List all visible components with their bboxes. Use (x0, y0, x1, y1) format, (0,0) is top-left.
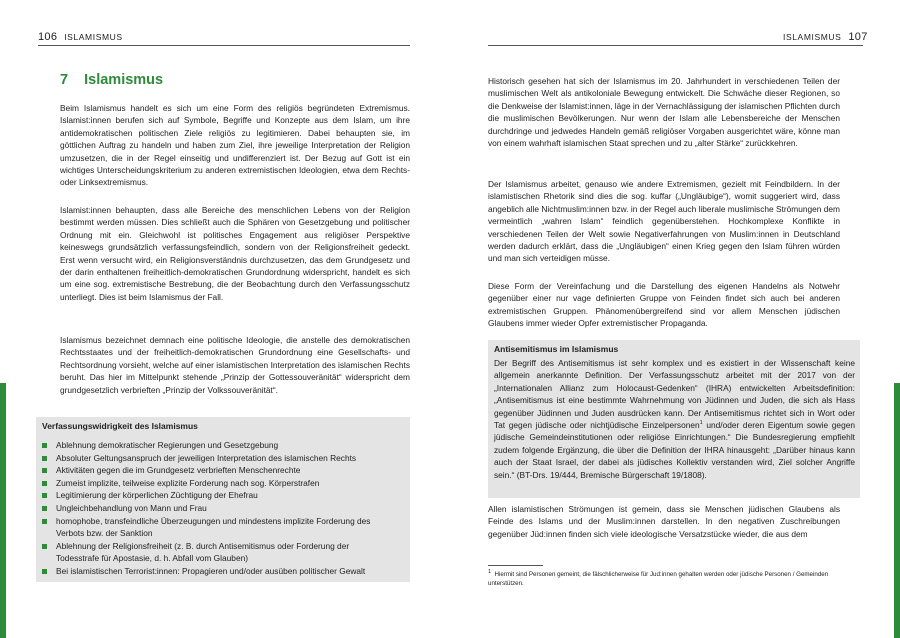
unconstitutionality-list (42, 439, 387, 578)
bullet-square-icon (42, 456, 47, 461)
list-item: Zumeist implizite, teilweise explizite Forderung nach sog. Körperstrafen (42, 477, 387, 490)
bullet-square-icon (42, 506, 47, 511)
left-paragraph-3: Islamismus bezeichnet demnach eine politische Ideologie, die anstelle des demokratischen Rechtsstaates und der freiheitlich-demokratischen Grundordnung eine Gesellschafts- und Rechtsordnung vorsieht, welche auf einer islamistischen Interpretation des islamischen Rechts beruht. Das hier im Mittelpunkt stehende „Prinzip der Gottessouveränität“ widerspricht dem grundgesetzlich verbrieften „Prinzip der Volkssouveränität“. (60, 335, 410, 395)
right-section-label: ISLAMISMUS (783, 32, 842, 42)
bullet-square-icon (42, 569, 47, 574)
footnote-text: Hiermit sind Personen gemeint, die fälschlicherweise für Jud:innen gehalten werden oder jüdische Personen / Gemeinden unterstützen. (488, 571, 829, 587)
footnote (488, 568, 840, 588)
bullet-square-icon (42, 519, 47, 524)
left-paragraph-1: Beim Islamismus handelt es sich um eine Form des religiös begründeten Extremismus. Islamist:innen berufen sich auf Symbole, Begriffe und Konzepte aus dem Islam, um ihre antidemokratischen politischen Ziele religiös zu legitimieren. Dabei behaupten sie, im göttlichen Auftrag zu handeln und haben zum Ziel, ihre jeweilige Interpretation der Religion umzusetzen, die in der Regel einseitig und undifferenziert ist. Der Bezug auf Gott ist ein wichtiges Unterscheidungskriterium zu anderen extremistischen Ideologien, etwa dem Rechts- oder Linksextremismus. (60, 103, 410, 188)
bullet-square-icon (42, 481, 47, 486)
bullet-square-icon (42, 544, 47, 549)
footnote-rule (488, 565, 543, 566)
left-header-rule (38, 45, 410, 46)
right-paragraph-1: Historisch gesehen hat sich der Islamismus im 20. Jahrhundert in verschiedenen Teilen der muslimischen Welt als antikoloniale Bewegung entwickelt. Die Schwäche dieser Regionen, so die Denkweise der Islamist:innen, läge in der Vernachlässigung der islamischen Pflichten durch die muslimischen Bevölkerungen. Nur wenn der Islam alle Lebensbereiche der Menschen durchdringe und jedwedes Handeln gemäß religiöser Vorgaben ausgerichtet wäre, könne man von einem wahrhaft islamischen Staat sprechen und zu „alter Stärke“ zurückkehren. (488, 76, 840, 149)
left-page-number: 106 (38, 31, 58, 43)
left-paragraph-2: Islamist:innen behaupten, dass alle Bereiche des menschlichen Lebens von der Religion bestimmt werden müssen. Dies schließt auch die Sphären von Gesetzgebung und politischer Ordnung mit ein. Gleichwohl ist politisches Engagement aus religiöser Perspektive keineswegs grundsätzlich verfassungsfeindlich, sondern von der Religionsfreiheit gedeckt. Erst wenn versucht wird, ein Religionsverständnis durchzusetzen, das dem Grundgesetz und der darin enthaltenen freiheitlich-demokratischen Grundordnung widerspricht, handelt es sich um eine sog. extremistische Bestrebung, die der Beobachtung durch den Verfassungsschutz unterliegt. Dies ist beim Islamismus der Fall. (60, 205, 410, 302)
left-margin-accent-bar (0, 383, 6, 638)
unconstitutionality-box-title: Verfassungswidrigkeit des Islamismus (42, 421, 198, 431)
list-item: Aktivitäten gegen die im Grundgesetz verbrieften Menschenrechte (42, 464, 387, 477)
left-running-header (38, 31, 123, 43)
right-paragraph-3: Diese Form der Vereinfachung und die Darstellung des eigenen Handelns als Notwehr gegenüber einer nur vage definierten Gruppe von Feinden findet sich auch bei anderen extremistischen Gruppen. Phänomenübergreifend sind vor allem Menschen jüdischen Glaubens immer wieder Opfer extremistischer Propaganda. (488, 281, 840, 329)
right-page-number: 107 (848, 31, 868, 43)
list-item: Absoluter Geltungsanspruch der jeweiligen Interpretation des islamischen Rechts (42, 452, 387, 465)
list-item: Ablehnung demokratischer Regierungen und Gesetzgebung (42, 439, 387, 452)
chapter-number: 7 (60, 72, 69, 88)
bullet-square-icon (42, 493, 47, 498)
antisemitism-box-title: Antisemitismus im Islamismus (494, 344, 619, 354)
bullet-square-icon (42, 468, 47, 473)
list-item: Ungleichbehandlung von Mann und Frau (42, 502, 387, 515)
right-margin-accent-bar (894, 383, 900, 638)
right-paragraph-2: Der Islamismus arbeitet, genauso wie andere Extremismen, gezielt mit Feindbildern. In der islamistischen Rhetorik sind dies die sog. kuffar („Ungläubige“), womit suggeriert wird, dass angeblich alle Nichtmuslim:innen bzw. in der Regel auch liberale muslimische Strömungen dem vermeintlich „wahren Islam“ feindlich gegenüberstehen. Hochkomplexe Konflikte in verschiedenen Teilen der Welt sowie Negativerfahrungen von Muslim:innen in Deutschland werden dadurch erklärt, dass die „Ungläubigen“ einen Krieg gegen den Islam führen würden und man sich verteidigen müsse. (488, 179, 841, 264)
list-item: Bei islamistischen Terrorist:innen: Propagieren und/oder ausüben politischer Gewalt (42, 565, 387, 578)
chapter-heading (60, 72, 163, 88)
left-section-label: ISLAMISMUS (64, 32, 123, 42)
right-header-rule (488, 45, 863, 46)
bullet-square-icon (42, 443, 47, 448)
antisemitism-box-text: Der Begriff des Antisemitismus ist sehr komplex und es existiert in der Wissenschaft keine allgemein anerkannte Definition. Der Verfassungsschutz arbeitet mit der 2017 von der „Internationalen Allianz zum Holocaust-Gedenken“ (IHRA) entwickelten Arbeitsdefinition: „Antisemitismus ist eine bestimmte Wahrnehmung von Jüdinnen und Juden, die sich als Hass gegenüber Jüdinnen und Juden ausdrücken kann. Der Antisemitismus richtet sich in Wort oder Tat gegen jüdische oder nichtjüdische Einzelpersonen$^1$ und/oder deren Eigentum sowie gegen jüdische Gemeindeinstitutionen oder religiöse Einrichtungen.“ Die Bundesregierung empfiehlt zudem folgende Ergänzung, die über die Definition der IHRA hinausgeht: „Darüber hinaus kann auch der Staat Israel, der dabei als jüdisches Kollektiv verstanden wird, Ziel solcher Angriffe sein.“ (BT-Drs. 19/444, Bremische Bürgerschaft 19/1808). (494, 358, 855, 480)
footnote-reference: 1 (699, 420, 703, 427)
right-paragraph-4: Allen islamistischen Strömungen ist gemein, dass sie Menschen jüdischen Glaubens als Feinde des Islams und der Muslim:innen darstellen. In den negativen Zuschreibungen gegenüber Jüd:innen finden sich viele ideologische Versatzstücke wieder, die aus dem (488, 504, 840, 539)
list-item: Ablehnung der Religionsfreiheit (z. B. durch Antisemitismus oder Forderung der Todesstrafe für Apostasie, d. h. Abfall vom Glauben) (42, 540, 387, 565)
footnote-number: 1 (488, 568, 492, 575)
right-running-header (783, 31, 868, 43)
list-item: Legitimierung der körperlichen Züchtigung der Ehefrau (42, 489, 387, 502)
list-item: homophobe, transfeindliche Überzeugungen und mindestens implizite Forderung des Verbots bzw. der Sanktion (42, 515, 387, 540)
chapter-title: Islamismus (84, 72, 164, 88)
